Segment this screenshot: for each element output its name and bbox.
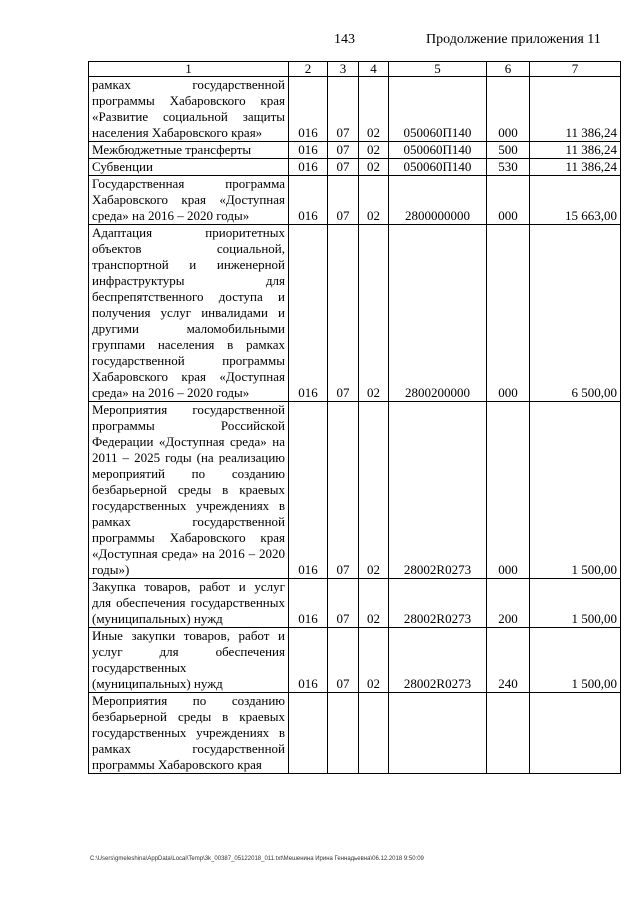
row-sum: 1 500,00 bbox=[530, 628, 621, 693]
column-header: 2 bbox=[289, 62, 328, 77]
row-pr: 02 bbox=[359, 402, 389, 579]
row-gr: 016 bbox=[289, 77, 328, 142]
row-sum: 6 500,00 bbox=[530, 225, 621, 402]
row-gr: 016 bbox=[289, 142, 328, 159]
row-vr: 530 bbox=[487, 159, 530, 176]
row-name: Адаптация приоритетных объектов социальной, транспортной и инженерной инфраструктуры для беспрепятственного доступа и получения услуг инвалидами и другими маломобильными группами населения в рамках государственной программы Хабаровского края «Доступная среда» на 2016 – 2020 годы» bbox=[89, 225, 289, 402]
row-sum: 15 663,00 bbox=[530, 176, 621, 225]
row-csr: 050060П140 bbox=[389, 159, 487, 176]
row-name: Иные закупки товаров, работ и услуг для обеспечения государственных (муниципальных) нужд bbox=[89, 628, 289, 693]
row-name: Мероприятия государственной программы Российской Федерации «Доступная среда» на 2011 – 2025 годы (на реализацию мероприятий по созданию безбарьерной среды в краевых государственных учреждениях в рамках государственной программы Хабаровского края «Доступная среда» на 2016 – 2020 годы») bbox=[89, 402, 289, 579]
row-name: Межбюджетные трансферты bbox=[89, 142, 289, 159]
row-sum: 11 386,24 bbox=[530, 77, 621, 142]
row-rz: 07 bbox=[328, 402, 359, 579]
row-name: Субвенции bbox=[89, 159, 289, 176]
row-vr: 200 bbox=[487, 579, 530, 628]
row-name: Мероприятия по созданию безбарьерной среды в краевых государственных учреждениях в рамках государственной программы Хабаровского края bbox=[89, 693, 289, 774]
table-header-row bbox=[89, 62, 621, 77]
row-gr: 016 bbox=[289, 225, 328, 402]
table-row bbox=[89, 176, 621, 225]
table-row bbox=[89, 159, 621, 176]
table-row bbox=[89, 693, 621, 774]
row-vr: 240 bbox=[487, 628, 530, 693]
row-sum: 1 500,00 bbox=[530, 402, 621, 579]
row-csr: 2800000000 bbox=[389, 176, 487, 225]
row-vr: 000 bbox=[487, 402, 530, 579]
column-header: 4 bbox=[359, 62, 389, 77]
row-vr: 000 bbox=[487, 77, 530, 142]
row-gr: 016 bbox=[289, 159, 328, 176]
table-row bbox=[89, 402, 621, 579]
row-rz: 07 bbox=[328, 159, 359, 176]
row-sum bbox=[530, 693, 621, 774]
row-sum: 11 386,24 bbox=[530, 159, 621, 176]
column-header: 6 bbox=[487, 62, 530, 77]
row-pr: 02 bbox=[359, 77, 389, 142]
row-rz: 07 bbox=[328, 579, 359, 628]
row-csr: 050060П140 bbox=[389, 142, 487, 159]
row-gr: 016 bbox=[289, 579, 328, 628]
table-row bbox=[89, 579, 621, 628]
row-rz: 07 bbox=[328, 628, 359, 693]
table-row bbox=[89, 628, 621, 693]
row-pr: 02 bbox=[359, 159, 389, 176]
row-vr bbox=[487, 693, 530, 774]
row-rz: 07 bbox=[328, 77, 359, 142]
row-name: Закупка товаров, работ и услуг для обеспечения государственных (муниципальных) нужд bbox=[89, 579, 289, 628]
column-header: 3 bbox=[328, 62, 359, 77]
column-header: 7 bbox=[530, 62, 621, 77]
row-csr: 28002R0273 bbox=[389, 628, 487, 693]
row-rz: 07 bbox=[328, 176, 359, 225]
row-pr: 02 bbox=[359, 579, 389, 628]
row-gr: 016 bbox=[289, 176, 328, 225]
row-csr: 2800200000 bbox=[389, 225, 487, 402]
column-header: 5 bbox=[389, 62, 487, 77]
page-number: 143 bbox=[334, 32, 355, 47]
row-gr: 016 bbox=[289, 402, 328, 579]
row-csr bbox=[389, 693, 487, 774]
row-vr: 000 bbox=[487, 225, 530, 402]
budget-table bbox=[88, 61, 621, 774]
table-row bbox=[89, 142, 621, 159]
column-header: 1 bbox=[89, 62, 289, 77]
row-gr bbox=[289, 693, 328, 774]
row-csr: 28002R0273 bbox=[389, 579, 487, 628]
row-rz: 07 bbox=[328, 225, 359, 402]
row-name: рамках государственной программы Хабаровского края «Развитие социальной защиты населения Хабаровского края» bbox=[89, 77, 289, 142]
row-sum: 1 500,00 bbox=[530, 579, 621, 628]
table-row bbox=[89, 77, 621, 142]
row-pr: 02 bbox=[359, 225, 389, 402]
appendix-title: Продолжение приложения 11 bbox=[426, 32, 601, 47]
row-csr: 28002R0273 bbox=[389, 402, 487, 579]
row-pr: 02 bbox=[359, 628, 389, 693]
row-pr: 02 bbox=[359, 176, 389, 225]
row-vr: 000 bbox=[487, 176, 530, 225]
row-vr: 500 bbox=[487, 142, 530, 159]
row-name: Государственная программа Хабаровского края «Доступная среда» на 2016 – 2020 годы» bbox=[89, 176, 289, 225]
table-row bbox=[89, 225, 621, 402]
row-pr: 02 bbox=[359, 142, 389, 159]
row-gr: 016 bbox=[289, 628, 328, 693]
row-rz: 07 bbox=[328, 142, 359, 159]
row-rz bbox=[328, 693, 359, 774]
row-pr bbox=[359, 693, 389, 774]
row-csr: 050060П140 bbox=[389, 77, 487, 142]
footer-file-path: C:\Users\gmeleshina\AppData\Local\Temp\3k_00387_05122018_011.txt\Мешенина Ирина Геннадьевна\06.12.2018 9:50:09 bbox=[90, 856, 424, 862]
row-sum: 11 386,24 bbox=[530, 142, 621, 159]
